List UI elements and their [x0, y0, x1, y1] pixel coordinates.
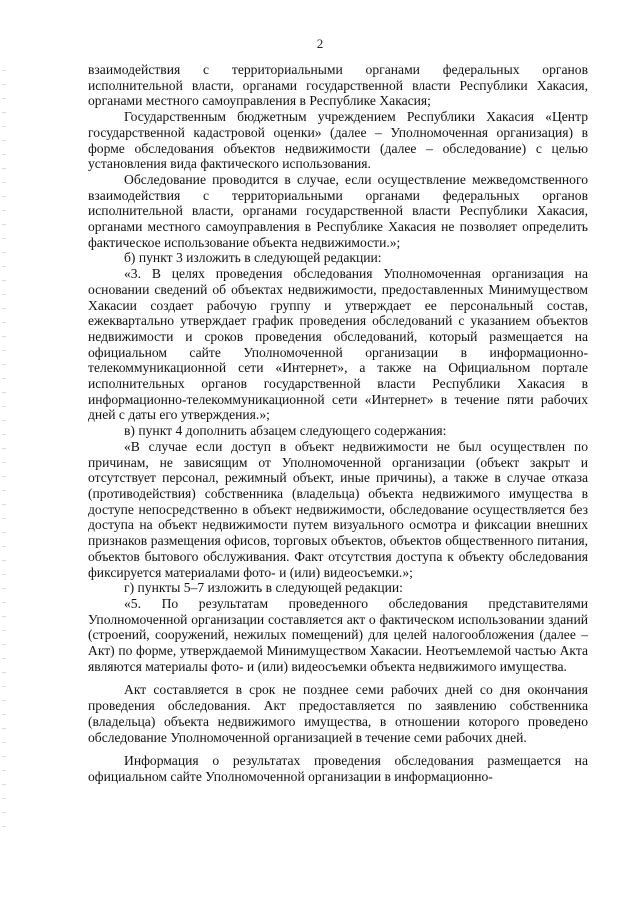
- paragraph-continuation: взаимодействия с территориальными органами федеральных органов исполнительной власти, органами государственной власти Республики Хакасия, органами местного самоуправления в Республике Хакасия;: [88, 62, 588, 109]
- paragraph-authorized-organization: Государственным бюджетным учреждением Республики Хакасия «Центр государственной кадастровой оценки» (далее – Уполномоченная организация) в форме обследования объектов недвижимости (далее – обследование) с целью установления вида фактического использования.: [88, 109, 588, 172]
- paragraph-item-g: г) пункты 5–7 изложить в следующей редакции:: [124, 580, 403, 596]
- paragraph-item-v: в) пункт 4 дополнить абзацем следующего содержания:: [124, 423, 447, 439]
- paragraph-inspection-condition: Обследование проводится в случае, если осуществление межведомственного взаимодействия с территориальными органами федеральных органов исполнительной власти, органами государственной власти Республики Хакасия, органами местного самоуправления в Республике Хакасия не позволяет определить фактическое использование объекта недвижимости.»;: [88, 171, 588, 250]
- paragraph-no-access: «В случае если доступ в объект недвижимости не был осуществлен по причинам, не зависящим от Уполномоченной организации (объект закрыт и отсутствует персонал, режимный объект, иные причины), а также в случае отказа (противодействия) собственника (владельца) объекта недвижимого имущества в доступе непосредственно в объект недвижимости, обследование осуществляется без доступа на объект недвижимости путем визуального осмотра и фиксации внешних признаков размещения офисов, торговых объектов, объектов общественного питания, объектов бытового обслуживания. Факт отсутствия доступа к объекту обследования фиксируется материалами фото- и (или) видеосъемки.»;: [88, 438, 588, 580]
- paragraph-item-b: б) пункт 3 изложить в следующей редакции:: [124, 250, 382, 266]
- paragraph-clause-5: «5. По результатам проведенного обследования представителями Уполномоченной организации составляется акт о фактическом использовании зданий (строений, сооружений, нежилых помещений) для целей налогообложения (далее – Акт) по форме, утверждаемой Минимуществом Хакасии. Неотъемлемой частью Акта являются материалы фото- и (или) видеосъемки объекта недвижимого имущества.: [88, 595, 588, 674]
- paragraph-results-info: Информация о результатах проведения обследования размещается на официальном сайте Уполномоченной организации в информационно-: [88, 753, 588, 784]
- page-number: 2: [316, 36, 324, 51]
- paragraph-clause-3: «3. В целях проведения обследования Уполномоченная организация на основании сведений об объектах недвижимости, предоставленных Минимуществом Хакасии создает рабочую группу и утверждает ее персональный состав, ежеквартально утверждает график проведения обследований с указанием объектов недвижимости и сроков проведения обследований, который размещается на официальном сайте Уполномоченной организации в информационно-телекоммуникационной сети «Интернет», а также на Официальном портале исполнительных органов государственной власти Республики Хакасия в информационно-телекоммуникационной сети «Интернет» в течение пяти рабочих дней с даты его утверждения.»;: [88, 266, 588, 423]
- paragraph-act-deadline: Акт составляется в срок не позднее семи рабочих дней со дня окончания проведения обследования. Акт предоставляется по заявлению собственника (владельца) объекта недвижимого имущества, в отношении которого проведено обследование Уполномоченной организацией в течение семи рабочих дней.: [88, 682, 588, 745]
- document-body: [88, 62, 588, 785]
- scan-margin-marks: [2, 70, 6, 830]
